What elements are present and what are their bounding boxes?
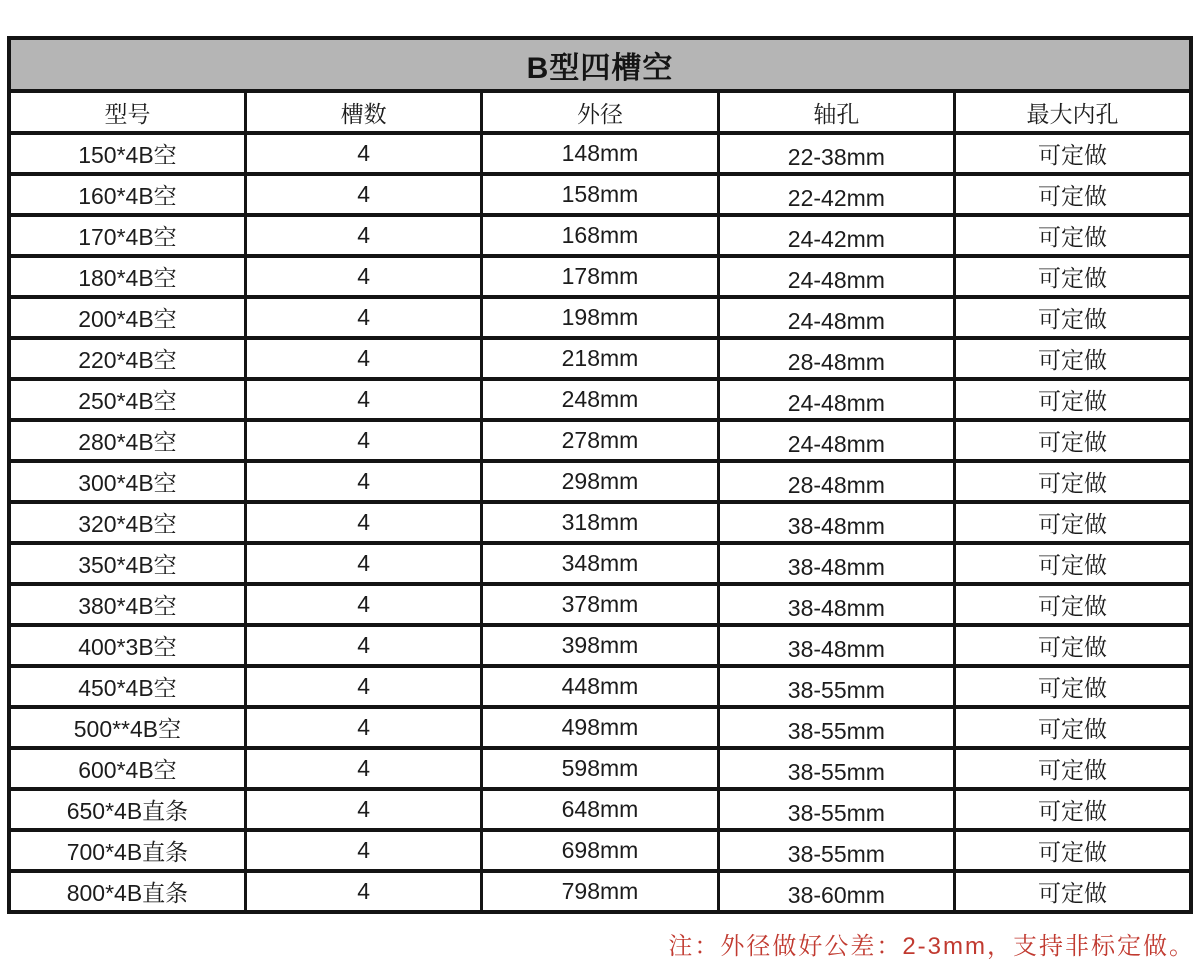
cell-model: 320*4B空: [9, 502, 245, 543]
spec-table: [7, 36, 1193, 914]
cell-shaft-hole: 38-55mm: [718, 748, 954, 789]
cell-model: 220*4B空: [9, 338, 245, 379]
table-row: [9, 461, 1191, 502]
column-header-model: 型号: [9, 91, 245, 133]
cell-groove-count: 4: [245, 256, 481, 297]
cell-outer-diameter: 648mm: [482, 789, 718, 830]
cell-model: 700*4B直条: [9, 830, 245, 871]
cell-shaft-hole: 38-55mm: [718, 666, 954, 707]
cell-model: 400*3B空: [9, 625, 245, 666]
cell-max-bore: 可定做: [955, 584, 1191, 625]
cell-outer-diameter: 448mm: [482, 666, 718, 707]
table-row: [9, 707, 1191, 748]
table-title-row: [9, 38, 1191, 91]
cell-max-bore: 可定做: [955, 215, 1191, 256]
cell-outer-diameter: 148mm: [482, 133, 718, 174]
cell-groove-count: 4: [245, 543, 481, 584]
table-row: [9, 133, 1191, 174]
cell-groove-count: 4: [245, 625, 481, 666]
cell-model: 450*4B空: [9, 666, 245, 707]
cell-outer-diameter: 158mm: [482, 174, 718, 215]
cell-model: 380*4B空: [9, 584, 245, 625]
table-row: [9, 297, 1191, 338]
cell-max-bore: 可定做: [955, 461, 1191, 502]
cell-max-bore: 可定做: [955, 297, 1191, 338]
cell-shaft-hole: 24-48mm: [718, 297, 954, 338]
cell-model: 180*4B空: [9, 256, 245, 297]
column-header-max-bore: 最大内孔: [955, 91, 1191, 133]
column-header-groove-count: 槽数: [245, 91, 481, 133]
cell-max-bore: 可定做: [955, 707, 1191, 748]
table-row: [9, 625, 1191, 666]
table-row: [9, 748, 1191, 789]
column-header-shaft-hole: 轴孔: [718, 91, 954, 133]
cell-groove-count: 4: [245, 461, 481, 502]
cell-groove-count: 4: [245, 666, 481, 707]
table-row: [9, 789, 1191, 830]
cell-outer-diameter: 178mm: [482, 256, 718, 297]
cell-model: 170*4B空: [9, 215, 245, 256]
table-row: [9, 871, 1191, 912]
table-row: [9, 420, 1191, 461]
cell-model: 250*4B空: [9, 379, 245, 420]
cell-outer-diameter: 198mm: [482, 297, 718, 338]
cell-groove-count: 4: [245, 584, 481, 625]
cell-outer-diameter: 278mm: [482, 420, 718, 461]
cell-outer-diameter: 598mm: [482, 748, 718, 789]
cell-outer-diameter: 348mm: [482, 543, 718, 584]
cell-outer-diameter: 248mm: [482, 379, 718, 420]
table-row: [9, 215, 1191, 256]
cell-model: 150*4B空: [9, 133, 245, 174]
cell-shaft-hole: 24-48mm: [718, 379, 954, 420]
cell-outer-diameter: 218mm: [482, 338, 718, 379]
cell-groove-count: 4: [245, 789, 481, 830]
table-row: [9, 379, 1191, 420]
cell-shaft-hole: 28-48mm: [718, 338, 954, 379]
cell-max-bore: 可定做: [955, 420, 1191, 461]
cell-max-bore: 可定做: [955, 338, 1191, 379]
table-row: [9, 338, 1191, 379]
cell-model: 300*4B空: [9, 461, 245, 502]
table-row: [9, 584, 1191, 625]
cell-max-bore: 可定做: [955, 748, 1191, 789]
table-row: [9, 502, 1191, 543]
cell-max-bore: 可定做: [955, 666, 1191, 707]
cell-outer-diameter: 378mm: [482, 584, 718, 625]
cell-max-bore: 可定做: [955, 133, 1191, 174]
cell-max-bore: 可定做: [955, 379, 1191, 420]
cell-model: 500**4B空: [9, 707, 245, 748]
cell-groove-count: 4: [245, 748, 481, 789]
cell-shaft-hole: 38-55mm: [718, 707, 954, 748]
cell-groove-count: 4: [245, 830, 481, 871]
table-row: [9, 666, 1191, 707]
cell-outer-diameter: 318mm: [482, 502, 718, 543]
table-row: [9, 830, 1191, 871]
cell-groove-count: 4: [245, 133, 481, 174]
cell-max-bore: 可定做: [955, 502, 1191, 543]
cell-groove-count: 4: [245, 215, 481, 256]
cell-shaft-hole: 38-48mm: [718, 502, 954, 543]
cell-groove-count: 4: [245, 502, 481, 543]
cell-shaft-hole: 24-42mm: [718, 215, 954, 256]
cell-groove-count: 4: [245, 174, 481, 215]
table-row: [9, 543, 1191, 584]
cell-shaft-hole: 24-48mm: [718, 420, 954, 461]
table-title: B型四槽空: [9, 38, 1191, 91]
cell-outer-diameter: 698mm: [482, 830, 718, 871]
cell-groove-count: 4: [245, 707, 481, 748]
cell-groove-count: 4: [245, 379, 481, 420]
cell-shaft-hole: 22-42mm: [718, 174, 954, 215]
cell-max-bore: 可定做: [955, 871, 1191, 912]
cell-model: 200*4B空: [9, 297, 245, 338]
cell-groove-count: 4: [245, 420, 481, 461]
cell-max-bore: 可定做: [955, 174, 1191, 215]
cell-max-bore: 可定做: [955, 789, 1191, 830]
cell-shaft-hole: 28-48mm: [718, 461, 954, 502]
cell-shaft-hole: 24-48mm: [718, 256, 954, 297]
cell-shaft-hole: 38-55mm: [718, 830, 954, 871]
cell-groove-count: 4: [245, 338, 481, 379]
cell-shaft-hole: 38-48mm: [718, 584, 954, 625]
column-header-outer-diameter: 外径: [482, 91, 718, 133]
cell-max-bore: 可定做: [955, 625, 1191, 666]
cell-model: 350*4B空: [9, 543, 245, 584]
cell-shaft-hole: 38-48mm: [718, 625, 954, 666]
cell-shaft-hole: 22-38mm: [718, 133, 954, 174]
cell-groove-count: 4: [245, 297, 481, 338]
cell-outer-diameter: 398mm: [482, 625, 718, 666]
table-row: [9, 256, 1191, 297]
table-header-row: [9, 91, 1191, 133]
cell-outer-diameter: 298mm: [482, 461, 718, 502]
cell-max-bore: 可定做: [955, 256, 1191, 297]
cell-model: 280*4B空: [9, 420, 245, 461]
cell-outer-diameter: 798mm: [482, 871, 718, 912]
footnote: 注：外径做好公差：2-3mm，支持非标定做。: [668, 933, 1195, 960]
cell-model: 650*4B直条: [9, 789, 245, 830]
cell-model: 160*4B空: [9, 174, 245, 215]
cell-max-bore: 可定做: [955, 830, 1191, 871]
cell-shaft-hole: 38-48mm: [718, 543, 954, 584]
cell-shaft-hole: 38-60mm: [718, 871, 954, 912]
cell-max-bore: 可定做: [955, 543, 1191, 584]
cell-model: 800*4B直条: [9, 871, 245, 912]
table-body: [9, 133, 1191, 912]
cell-model: 600*4B空: [9, 748, 245, 789]
table-row: [9, 174, 1191, 215]
cell-groove-count: 4: [245, 871, 481, 912]
cell-outer-diameter: 168mm: [482, 215, 718, 256]
cell-outer-diameter: 498mm: [482, 707, 718, 748]
cell-shaft-hole: 38-55mm: [718, 789, 954, 830]
